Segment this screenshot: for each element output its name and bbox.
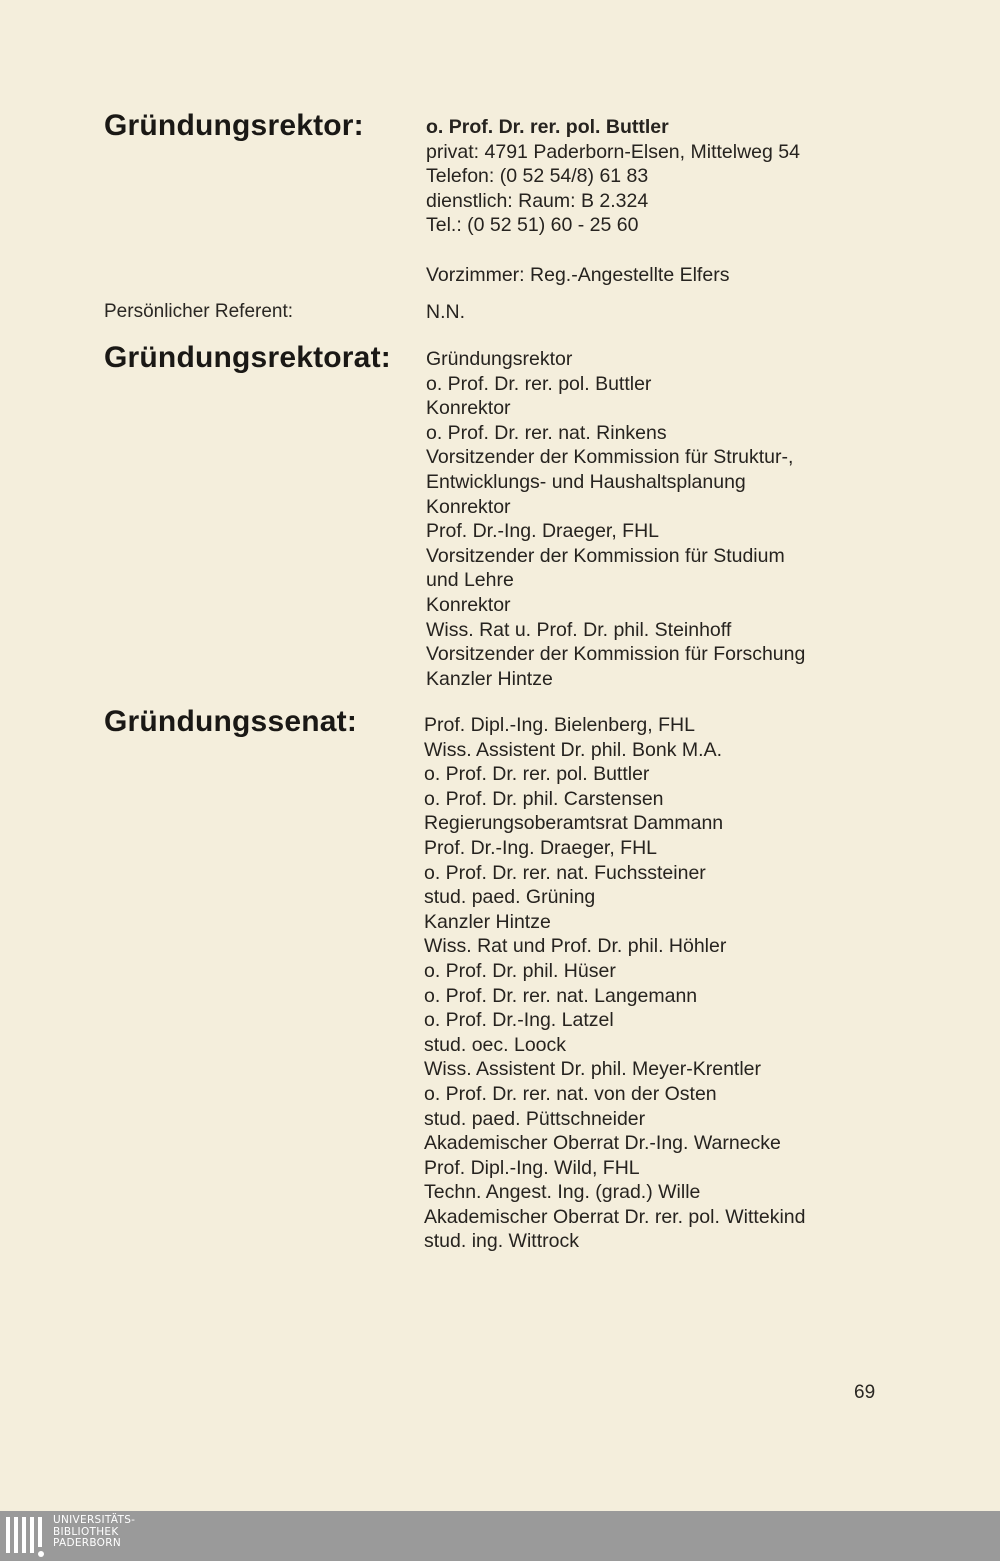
library-footer-bar	[0, 1511, 1000, 1561]
senat-member: o. Prof. Dr. phil. Carstensen	[424, 787, 664, 810]
rektorat-line: und Lehre	[426, 569, 514, 592]
rektorat-line: Konrektor	[426, 397, 511, 420]
senat-member: Prof. Dr.-Ing. Draeger, FHL	[424, 836, 658, 859]
library-name	[53, 1515, 135, 1550]
rektorat-line: Wiss. Rat u. Prof. Dr. phil. Steinhoff	[426, 618, 732, 641]
senat-member: o. Prof. Dr. rer. nat. von der Osten	[424, 1082, 717, 1105]
rektorat-line: o. Prof. Dr. rer. pol. Buttler	[426, 372, 652, 395]
rektorat-line: Vorsitzender der Kommission für Forschung	[426, 643, 806, 666]
rektor-private-address: privat: 4791 Paderborn-Elsen, Mittelweg 54	[426, 140, 800, 163]
senat-member: Wiss. Assistent Dr. phil. Bonk M.A.	[424, 738, 723, 761]
rektor-name: o. Prof. Dr. rer. pol. Buttler	[426, 116, 669, 138]
senat-member: Prof. Dipl.-Ing. Wild, FHL	[424, 1156, 640, 1179]
senat-member: o. Prof. Dr. rer. nat. Fuchssteiner	[424, 861, 706, 884]
senat-member: stud. paed. Püttschneider	[424, 1107, 646, 1130]
rektor-office-phone: Tel.: (0 52 51) 60 - 25 60	[426, 214, 639, 237]
senat-member: Kanzler Hintze	[424, 910, 551, 933]
senat-member: Techn. Angest. Ing. (grad.) Wille	[424, 1181, 701, 1204]
page-number: 69	[854, 1382, 876, 1403]
rektorat-line: o. Prof. Dr. rer. nat. Rinkens	[426, 421, 667, 444]
referent-value-block	[426, 300, 465, 325]
senat-member: o. Prof. Dr.-Ing. Latzel	[424, 1009, 614, 1032]
senat-member: Regierungsoberamtsrat Dammann	[424, 812, 724, 835]
senat-member: o. Prof. Dr. rer. nat. Langemann	[424, 984, 698, 1007]
senat-member: o. Prof. Dr. rer. pol. Buttler	[424, 763, 650, 786]
senat-member: Akademischer Oberrat Dr. rer. pol. Wittekind	[424, 1205, 806, 1228]
rektorat-line: Vorsitzender der Kommission für Studium	[426, 544, 785, 567]
referent-value: N.N.	[426, 301, 465, 323]
senat-member: stud. ing. Wittrock	[424, 1230, 579, 1253]
senat-member: Wiss. Rat und Prof. Dr. phil. Höhler	[424, 935, 727, 958]
library-name-line: UNIVERSITÄTS-	[53, 1514, 136, 1526]
rektorat-line: Kanzler Hintze	[426, 667, 553, 690]
senat-member: stud. paed. Grüning	[424, 886, 596, 909]
rektorat-line: Vorsitzender der Kommission für Struktur-,	[426, 446, 794, 469]
heading-gruendungsrektor: Gründungsrektor:	[104, 109, 364, 142]
logo-dot-icon	[38, 1551, 44, 1557]
library-name-line: PADERBORN	[53, 1537, 121, 1549]
rektorat-line: Prof. Dr.-Ing. Draeger, FHL	[426, 520, 660, 543]
label-persoenlicher-referent: Persönlicher Referent:	[104, 301, 294, 322]
vorzimmer-line: Vorzimmer: Reg.-Angestellte Elfers	[426, 264, 730, 286]
rektorat-line: Konrektor	[426, 495, 511, 518]
library-name-line: BIBLIOTHEK	[53, 1525, 119, 1538]
rektorat-line: Konrektor	[426, 593, 511, 616]
senat-member: o. Prof. Dr. phil. Hüser	[424, 959, 616, 982]
heading-gruendungssenat: Gründungssenat:	[104, 705, 358, 738]
heading-gruendungsrektorat: Gründungsrektorat:	[104, 341, 391, 374]
rektor-private-phone: Telefon: (0 52 54/8) 61 83	[426, 165, 649, 188]
senat-member-list	[424, 713, 805, 1254]
rektorat-line: Gründungsrektor	[426, 348, 573, 370]
senat-member: Akademischer Oberrat Dr.-Ing. Warnecke	[424, 1132, 781, 1155]
rektor-office-room: dienstlich: Raum: B 2.324	[426, 189, 649, 212]
rektor-details	[426, 115, 800, 238]
rektor-vorzimmer	[426, 263, 729, 288]
senat-member: Prof. Dipl.-Ing. Bielenberg, FHL	[424, 714, 695, 736]
senat-member: Wiss. Assistent Dr. phil. Meyer-Krentler	[424, 1058, 762, 1081]
rektorat-line: Entwicklungs- und Haushaltsplanung	[426, 470, 746, 493]
rektorat-list	[426, 347, 805, 691]
senat-member: stud. oec. Loock	[424, 1033, 567, 1056]
